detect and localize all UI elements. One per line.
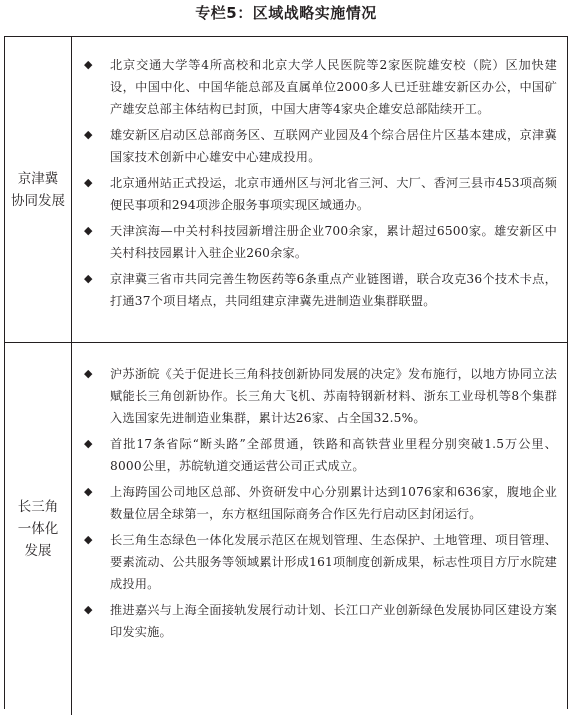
diamond-bullet-icon: ◆	[84, 367, 93, 380]
diamond-bullet-icon: ◆	[84, 485, 93, 498]
item-text: 沪苏浙皖《关于促进长三角科技创新协同发展的决定》发布施行，以地方协同立法赋能长三角创新协作。长三角大飞机、苏南特钢新材料、浙东工业母机等8个集群入选国家先进制造业集群，累计达26家、占全国32.5%。	[110, 367, 557, 425]
diamond-bullet-icon: ◆	[84, 272, 93, 285]
section-label: 长三角 一体化 发展	[17, 499, 59, 559]
diamond-bullet-icon: ◆	[84, 437, 93, 450]
list-item	[72, 220, 567, 264]
list-item	[72, 481, 567, 525]
list-item	[72, 599, 567, 643]
section-label-cell	[5, 343, 72, 715]
list-item	[72, 363, 567, 429]
list-item	[72, 433, 567, 477]
item-text: 北京交通大学等4所高校和北京大学人民医院等2家医院雄安校（院）区加快建设，中国中化、中国华能总部及直属单位2000多人已迁驻雄安新区办公，中国矿产雄安总部主体结构已封顶，中国大唐等4家央企雄安总部陆续开工。	[110, 58, 557, 116]
list-item	[72, 54, 567, 120]
item-text: 上海跨国公司地区总部、外资研发中心分别累计达到1076家和636家，腹地企业数量位居全球第一，东方枢纽国际商务合作区先行启动区封闭运行。	[110, 485, 557, 521]
section-label-cell	[5, 37, 72, 342]
diamond-bullet-icon: ◆	[84, 176, 93, 189]
item-text: 京津冀三省市共同完善生物医药等6条重点产业链图谱，联合攻克36个技术卡点，打通37个项目堵点，共同组建京津冀先进制造业集群联盟。	[110, 272, 557, 308]
section-label: 京津冀 协同发展	[11, 170, 65, 209]
diamond-bullet-icon: ◆	[84, 533, 93, 546]
diamond-bullet-icon: ◆	[84, 603, 93, 616]
list-item	[72, 268, 567, 312]
section-items	[72, 37, 567, 316]
diamond-bullet-icon: ◆	[84, 224, 93, 237]
list-item	[72, 124, 567, 168]
item-text: 天津滨海—中关村科技园新增注册企业700余家，累计超过6500家。雄安新区中关村科技园累计入驻企业260余家。	[110, 224, 557, 260]
list-item	[72, 529, 567, 595]
list-item	[72, 172, 567, 216]
section-items	[72, 343, 567, 647]
item-text: 北京通州站正式投运，北京市通州区与河北省三河、大厂、香河三县市453项高频便民事项和294项涉企服务事项实现区域通办。	[110, 176, 557, 212]
content-table	[4, 36, 568, 709]
section-beijing-tianjin-hebei	[5, 37, 567, 343]
item-text: 长三角生态绿色一体化发展示范区在规划管理、生态保护、土地管理、项目管理、要素流动、公共服务等领域累计形成161项制度创新成果，标志性项目方厅水院建成投用。	[110, 533, 557, 591]
diamond-bullet-icon: ◆	[84, 128, 93, 141]
diamond-bullet-icon: ◆	[84, 58, 93, 71]
section-yangtze-river-delta	[5, 343, 567, 715]
page-title: 专栏5：区域战略实施情况	[195, 4, 377, 22]
item-text: 雄安新区启动区总部商务区、互联网产业园及4个综合居住片区基本建成，京津冀国家技术创新中心雄安中心建成投用。	[110, 128, 557, 164]
item-text: 推进嘉兴与上海全面接轨发展行动计划、长江口产业创新绿色发展协同区建设方案印发实施。	[110, 603, 557, 639]
item-text: 首批17条省际“断头路”全部贯通，铁路和高铁营业里程分别突破1.5万公里、8000公里，苏皖轨道交通运营公司正式成立。	[110, 437, 557, 473]
